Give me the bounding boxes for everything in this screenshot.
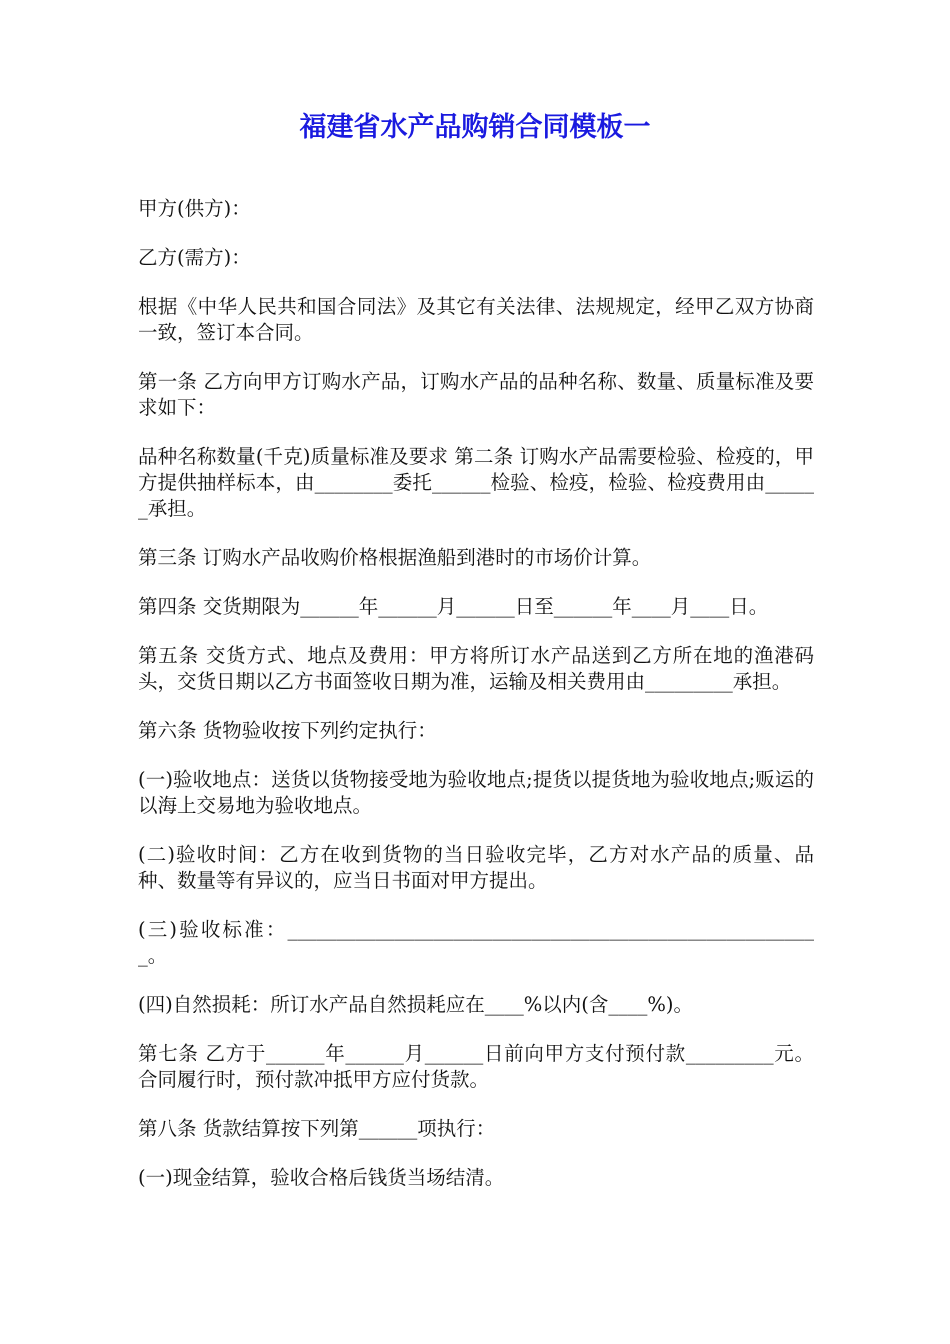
article-3-paragraph: 第三条 订购水产品收购价格根据渔船到港时的市场价计算。 xyxy=(138,546,652,569)
party-a-line: 甲方(供方)： xyxy=(138,197,251,220)
acceptance-standard-paragraph: (三)验收标准：_______________________________________________________。 xyxy=(138,918,814,967)
natural-loss-paragraph: (四)自然损耗：所订水产品自然损耗应在____%以内(含____%)。 xyxy=(138,993,693,1016)
article-6-paragraph: 第六条 货物验收按下列约定执行： xyxy=(138,719,437,742)
article-2-paragraph: 品种名称数量(千克)质量标准及要求 第二条 订购水产品需要检验、检疫的，甲方提供抽样标本，由________委托______检验、检疫，检验、检疫费用由______承担。 xyxy=(138,445,814,520)
preamble-paragraph: 根据《中华人民共和国合同法》及其它有关法律、法规规定，经甲乙双方协商一致，签订本合同。 xyxy=(138,295,814,344)
acceptance-location-paragraph: (一)验收地点：送货以货物接受地为验收地点;提货以提货地为验收地点;贩运的以海上交易地为验收地点。 xyxy=(138,768,814,817)
article-4-paragraph: 第四条 交货期限为______年______月______日至______年____月____日。 xyxy=(138,595,769,618)
party-b-line: 乙方(需方)： xyxy=(138,246,251,269)
article-8-paragraph: 第八条 货款结算按下列第______项执行： xyxy=(138,1117,496,1140)
article-5-paragraph: 第五条 交货方式、地点及费用：甲方将所订水产品送到乙方所在地的渔港码头，交货日期以乙方书面签收日期为准，运输及相关费用由_________承担。 xyxy=(138,644,814,693)
article-1-paragraph: 第一条 乙方向甲方订购水产品，订购水产品的品种名称、数量、质量标准及要求如下： xyxy=(138,370,814,419)
cash-settlement-paragraph: (一)现金结算，验收合格后钱货当场结清。 xyxy=(138,1166,505,1189)
article-7-paragraph: 第七条 乙方于______年______月______日前向甲方支付预付款_________元。合同履行时，预付款冲抵甲方应付货款。 xyxy=(138,1042,814,1091)
document-title: 福建省水产品购销合同模板一 xyxy=(299,112,651,143)
acceptance-time-paragraph: (二)验收时间：乙方在收到货物的当日验收完毕，乙方对水产品的质量、品种、数量等有异议的，应当日书面对甲方提出。 xyxy=(138,843,814,892)
document-body xyxy=(138,196,814,1214)
